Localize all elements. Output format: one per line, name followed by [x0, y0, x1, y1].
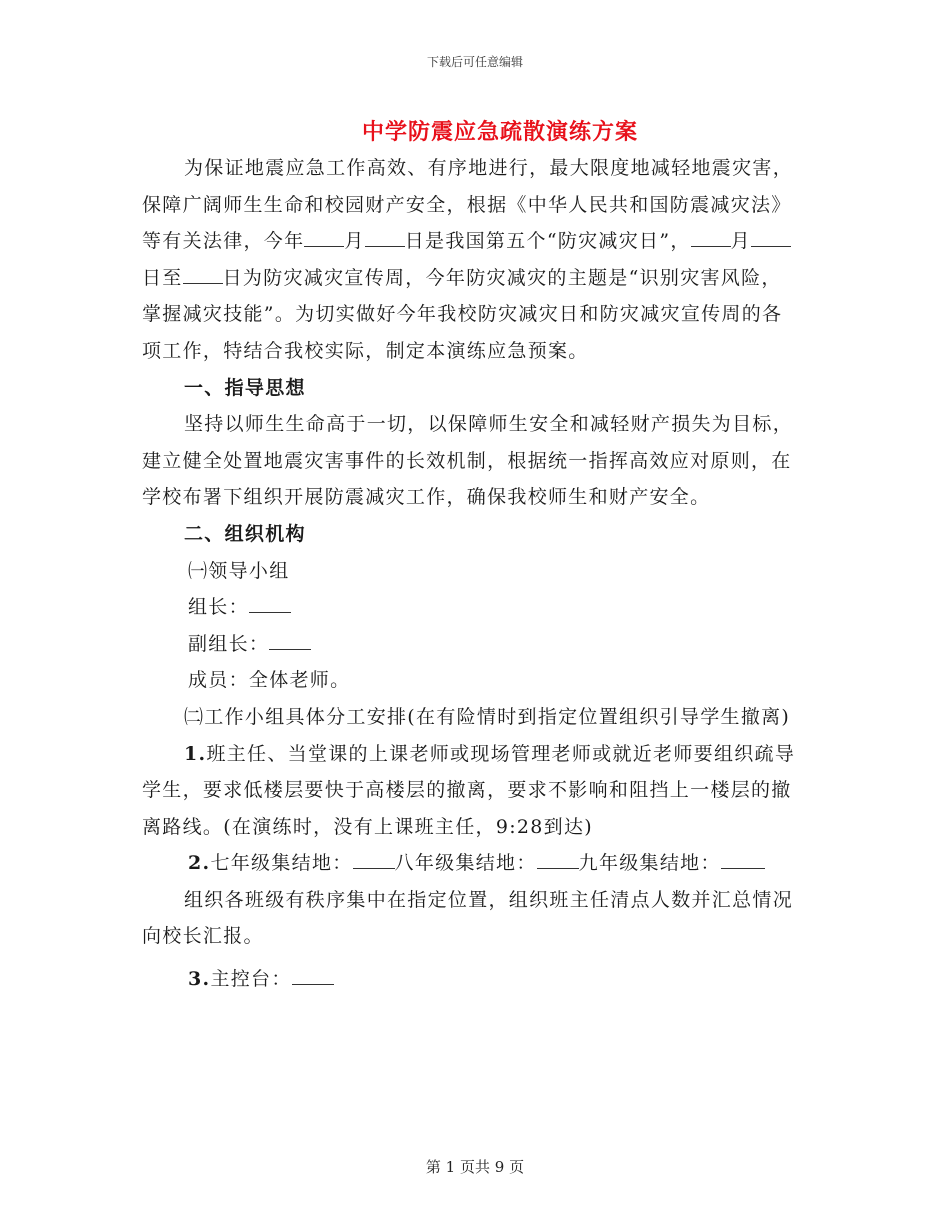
item1-text: 班主任、当堂课的上课老师或现场管理老师或就近老师要组织疏导学生，要求低楼层要快于高楼层的撤离，要求不影响和阻挡上一楼层的撤离路线。(在演练时，没有上课班主任，9:28到达)	[142, 742, 796, 838]
section2-heading: 二、组织机构	[184, 522, 306, 545]
leader-label: 组长：	[188, 596, 249, 619]
intro-text-2: 月	[344, 230, 365, 253]
document-title: 中学防震应急疏散演练方案	[361, 119, 638, 145]
item3-number: 3.	[188, 968, 211, 991]
grade7-blank	[353, 849, 395, 869]
intro-text-3: 日是我国第五个“防灾减灾日”，	[404, 230, 691, 253]
page-header: 下载后可任意编辑	[426, 55, 523, 69]
item3-line	[142, 961, 802, 998]
members-line: 成员：全体老师。	[188, 669, 351, 692]
item3-text: 主控台：	[210, 968, 292, 991]
vice-leader-line	[142, 626, 802, 663]
grade9-label: 九年级集结地：	[578, 852, 721, 875]
leader-line	[142, 589, 802, 626]
document-body	[142, 150, 802, 998]
intro-text-4: 月	[730, 230, 751, 253]
console-blank	[292, 965, 334, 985]
item1-number: 1.	[184, 742, 207, 765]
section1-heading: 一、指导思想	[184, 376, 306, 399]
page-footer: 第 1 页共 9 页	[425, 1158, 525, 1176]
item2-line	[142, 845, 802, 882]
date-blank	[365, 227, 405, 247]
item1	[142, 736, 802, 846]
intro-paragraph	[142, 150, 802, 370]
item2-body: 组织各班级有秩序集中在指定位置，组织班主任清点人数并汇总情况向校长汇报。	[142, 888, 794, 948]
group2-label: ㈡工作小组具体分工安排(在有险情时到指定位置组织引导学生撤离)	[184, 705, 791, 728]
date-blank	[304, 227, 344, 247]
date-blank	[183, 264, 223, 284]
grade7-label: 七年级集结地：	[210, 852, 353, 875]
grade9-blank	[721, 849, 765, 869]
vice-leader-label: 副组长：	[188, 632, 270, 655]
grade8-blank	[537, 849, 579, 869]
item2-number: 2.	[188, 852, 211, 875]
leader-blank	[249, 593, 291, 613]
date-blank	[691, 227, 731, 247]
grade8-label: 八年级集结地：	[394, 852, 537, 875]
intro-text-5: 日至	[142, 266, 183, 289]
date-blank	[751, 227, 791, 247]
section1-body: 坚持以师生生命高于一切，以保障师生安全和减轻财产损失为目标，建立健全处置地震灾害事件的长效机制，根据统一指挥高效应对原则，在学校布署下组织开展防震减灾工作，确保我校师生和财产安全。	[142, 413, 794, 509]
intro-text-6: 日为防灾减灾宣传周，今年防灾减灾的主题是“识别灾害风险，掌握减灾技能”。为切实做好今年我校防灾减灾日和防灾减灾宣传周的各项工作，特结合我校实际，制定本演练应急预案。	[142, 266, 783, 362]
group1-label: ㈠领导小组	[188, 559, 290, 582]
vice-leader-blank	[269, 630, 311, 650]
intro-text-1: 为保证地震应急工作高效、有序地进行，最大限度地减轻地震灾害，保障广阔师生生命和校园财产安全，根据《中华人民共和国防震减灾法》等有关法律，今年	[142, 157, 794, 253]
